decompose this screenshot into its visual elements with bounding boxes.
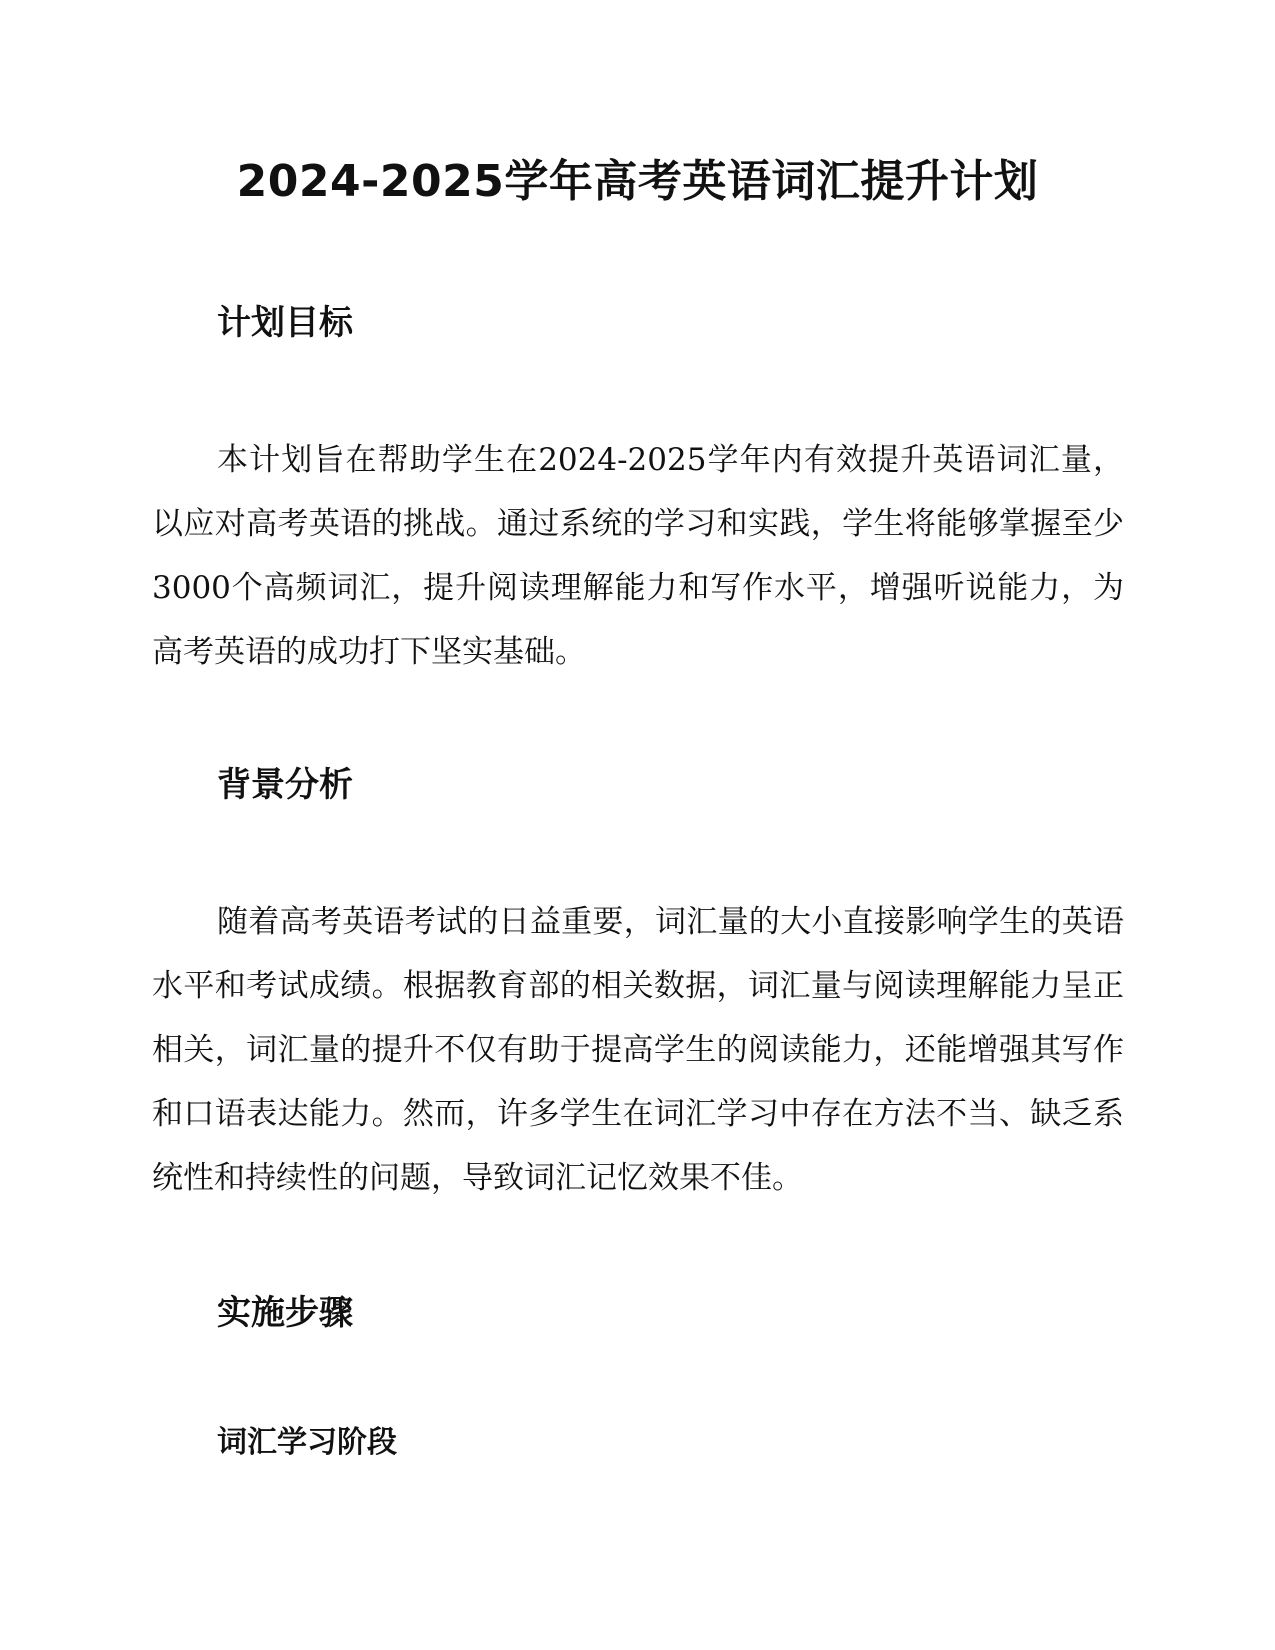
section-heading-plan-goal: 计划目标	[217, 303, 353, 343]
section-heading-background: 背景分析	[217, 765, 353, 805]
section-paragraph-background: 随着高考英语考试的日益重要，词汇量的大小直接影响学生的英语水平和考试成绩。根据教育部的相关数据，词汇量与阅读理解能力呈正相关，词汇量的提升不仅有助于提高学生的阅读能力，还能增强其写作和口语表达能力。然而，许多学生在词汇学习中存在方法不当、缺乏系统性和持续性的问题，导致词汇记忆效果不佳。	[152, 904, 1124, 1196]
subsection-heading-vocab-stage: 词汇学习阶段	[217, 1425, 397, 1460]
section-heading-implementation: 实施步骤	[217, 1293, 353, 1333]
document-title: 2024-2025学年高考英语词汇提升计划	[236, 156, 1039, 207]
section-paragraph-plan-goal: 本计划旨在帮助学生在2024-2025学年内有效提升英语词汇量，以应对高考英语的挑战。通过系统的学习和实践，学生将能够掌握至少3000个高频词汇，提升阅读理解能力和写作水平，增强听说能力，为高考英语的成功打下坚实基础。	[152, 442, 1124, 670]
